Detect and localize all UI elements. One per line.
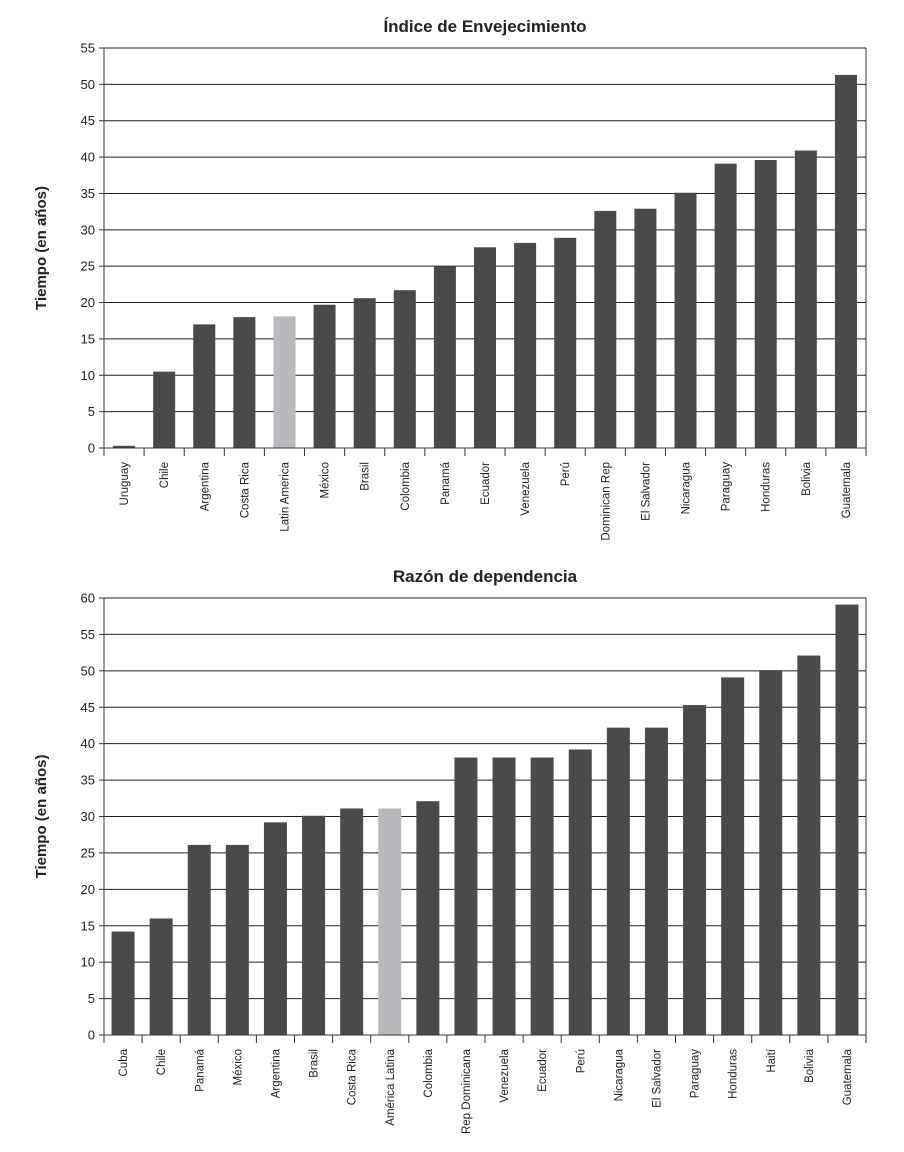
chart1-y-tick-label: 55 bbox=[80, 40, 95, 56]
chart2-category-label: Ecuador bbox=[537, 1049, 550, 1092]
chart2-category-label: Perú bbox=[575, 1049, 588, 1074]
chart2-bar bbox=[150, 918, 173, 1035]
chart2-category-label: El Salvador bbox=[651, 1049, 664, 1108]
chart2-bar bbox=[645, 728, 668, 1035]
chart1-y-tick-label: 20 bbox=[80, 295, 95, 311]
chart2-bar bbox=[493, 758, 516, 1035]
chart2-category-label: Colombia bbox=[422, 1049, 435, 1098]
chart1-category-label: Guatemala bbox=[840, 462, 853, 519]
chart2-bar bbox=[569, 749, 592, 1035]
chart2-bar bbox=[226, 845, 249, 1035]
chart2-category-label: Bolivia bbox=[803, 1049, 816, 1083]
chart1-bar bbox=[273, 316, 295, 448]
chart2-category-label: Honduras bbox=[727, 1049, 740, 1099]
chart1-bar bbox=[755, 160, 777, 448]
chart2-y-tick-label: 25 bbox=[80, 845, 95, 861]
chart1-y-tick-label: 15 bbox=[80, 331, 95, 347]
chart1-y-tick-label: 10 bbox=[80, 367, 95, 383]
chart1-category-label: Latin America bbox=[279, 462, 292, 532]
chart2-bar bbox=[454, 758, 477, 1035]
chart1-category-label: Brasil bbox=[359, 462, 372, 491]
chart2-y-tick-label: 10 bbox=[80, 954, 95, 970]
chart2-y-tick-label: 55 bbox=[80, 626, 95, 642]
chart1-bar bbox=[314, 305, 336, 448]
chart1-y-tick-label: 5 bbox=[87, 404, 95, 420]
chart1-category-label: Argentina bbox=[199, 462, 212, 512]
chart1-category-label: El Salvador bbox=[640, 462, 653, 521]
chart1-bar bbox=[193, 324, 215, 448]
chart2-bar bbox=[721, 677, 744, 1035]
chart2-category-label: Rep Dominicana bbox=[460, 1049, 473, 1135]
chart2-category-label: Nicaragua bbox=[613, 1049, 626, 1102]
chart1-category-label: Nicaragua bbox=[680, 462, 693, 515]
chart2-bar bbox=[188, 845, 211, 1035]
chart2-bar bbox=[416, 801, 439, 1035]
chart2-category-label: Paraguay bbox=[689, 1049, 702, 1099]
chart2-y-tick-label: 20 bbox=[80, 881, 95, 897]
chart2-category-label: Costa Rica bbox=[346, 1049, 359, 1106]
chart2-category-label: América Latina bbox=[384, 1049, 397, 1126]
chart1-bar bbox=[394, 290, 416, 448]
chart2-bar bbox=[683, 705, 706, 1035]
chart1-category-label: Panamá bbox=[439, 462, 452, 505]
chart1-bar bbox=[354, 298, 376, 448]
chart1-bar bbox=[594, 211, 616, 448]
chart1-bar bbox=[675, 193, 697, 448]
chart2-category-label: Panamá bbox=[194, 1049, 207, 1092]
chart2-y-tick-label: 30 bbox=[80, 809, 95, 824]
chart1-title: Índice de Envejecimiento bbox=[383, 17, 587, 36]
chart2-y-tick-label: 60 bbox=[80, 590, 95, 606]
chart2-y-tick-label: 45 bbox=[80, 699, 95, 715]
chart2-category-label: Haití bbox=[765, 1049, 778, 1073]
chart2-y-tick-label: 5 bbox=[87, 991, 95, 1007]
chart2-bar bbox=[759, 670, 782, 1035]
chart1-category-label: Venezuela bbox=[520, 462, 533, 516]
chart1-category-label: Chile bbox=[159, 462, 172, 489]
chart2-title: Razón de dependencia bbox=[392, 567, 578, 586]
chart1-category-label: Bolivia bbox=[800, 462, 813, 496]
chart1-category-label: Paraguay bbox=[720, 462, 733, 512]
chart2-y-tick-label: 0 bbox=[87, 1027, 95, 1043]
chart1-category-label: Colombia bbox=[399, 462, 412, 511]
chart2-y-tick-label: 35 bbox=[80, 772, 95, 788]
chart1-y-tick-label: 40 bbox=[80, 149, 95, 165]
chart2-category-label: Guatemala bbox=[841, 1049, 854, 1106]
chart1-y-tick-label: 30 bbox=[80, 222, 95, 238]
chart2-bar bbox=[378, 808, 401, 1035]
chart2-category-label: Venezuela bbox=[499, 1049, 512, 1103]
chart1-category-label: Honduras bbox=[760, 462, 773, 512]
chart2-bar bbox=[302, 816, 325, 1035]
chart1-bar bbox=[554, 238, 576, 448]
chart2-category-label: Brasil bbox=[308, 1049, 321, 1078]
chart1-bar bbox=[795, 151, 817, 448]
chart2-bar bbox=[531, 758, 554, 1035]
chart2-category-label: México bbox=[232, 1049, 245, 1086]
chart1-y-tick-label: 45 bbox=[80, 113, 95, 129]
chart2-bar bbox=[797, 656, 820, 1035]
chart2-bar bbox=[112, 932, 135, 1035]
chart2-y-tick-label: 50 bbox=[80, 663, 95, 679]
chart1-bar bbox=[514, 243, 536, 448]
chart1-category-label: Dominican Rep bbox=[600, 462, 613, 541]
chart1-y-tick-label: 0 bbox=[87, 440, 95, 456]
chart1-bar bbox=[233, 317, 255, 448]
chart2-bar bbox=[264, 822, 287, 1035]
chart1-bar bbox=[474, 247, 496, 448]
chart2-bar bbox=[835, 605, 858, 1035]
chart1-category-label: Ecuador bbox=[480, 462, 492, 505]
chart1-y-tick-label: 25 bbox=[80, 258, 95, 274]
chart1-category-label: Perú bbox=[560, 462, 573, 487]
chart1-bar bbox=[434, 266, 456, 448]
chart2-category-label: Cuba bbox=[118, 1049, 131, 1077]
chart2-bar bbox=[340, 808, 363, 1035]
chart2-y-axis-label: Tiempo (en años) bbox=[33, 754, 50, 879]
chart1-y-tick-label: 50 bbox=[80, 76, 95, 92]
chart1-y-axis-label: Tiempo (en años) bbox=[33, 186, 50, 310]
chart1-bar bbox=[715, 164, 737, 448]
chart1-y-tick-label: 35 bbox=[80, 185, 95, 201]
chart1-category-label: México bbox=[319, 462, 332, 499]
chart2-y-tick-label: 15 bbox=[80, 918, 95, 934]
chart2-category-label: Argentina bbox=[270, 1049, 283, 1099]
chart2-y-tick-label: 40 bbox=[80, 736, 95, 752]
chart2-bar bbox=[607, 728, 630, 1035]
chart1-bar bbox=[835, 75, 857, 448]
chart1-category-label: Uruguay bbox=[119, 462, 132, 506]
chart2-category-label: Chile bbox=[156, 1049, 169, 1076]
chart1-bar bbox=[153, 372, 175, 448]
chart1-bar bbox=[634, 209, 656, 448]
chart1-category-label: Costa Rica bbox=[239, 462, 252, 519]
